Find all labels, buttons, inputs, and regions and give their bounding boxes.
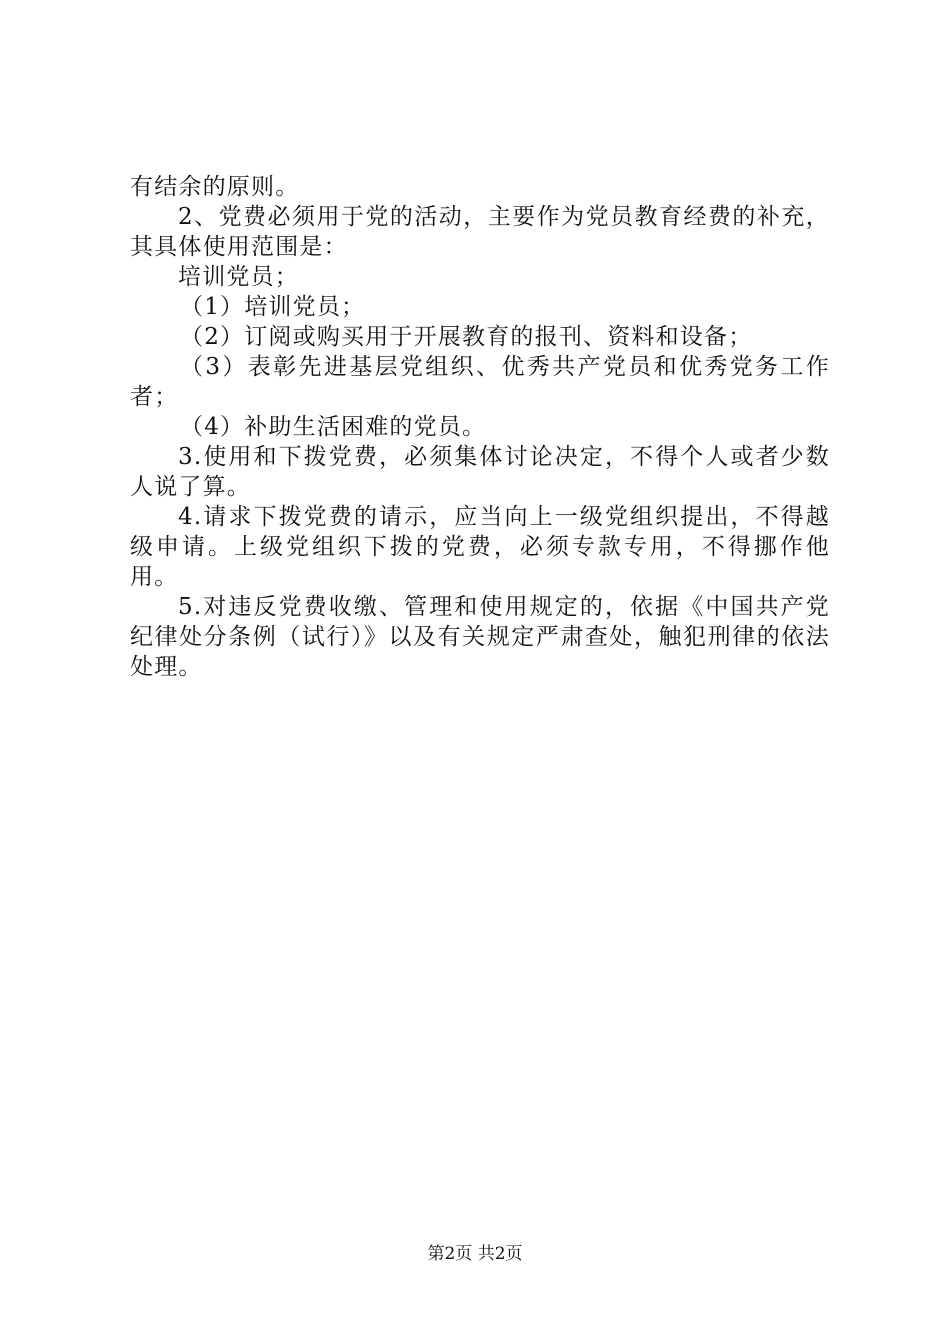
paragraph-item-5: 5.对违反党费收缴、管理和使用规定的，依据《中国共产党纪律处分条例（试行）》以及有关规定严肃查处，触犯刑律的依法处理。 — [130, 594, 830, 680]
paragraph-continuation: 有结余的原则。 — [130, 174, 300, 200]
page-footer — [0, 1243, 950, 1265]
paragraph-item-4: 4.请求下拨党费的请示，应当向上一级党组织提出，不得越级申请。上级党组织下拨的党费，必须专款专用，不得挪作他用。 — [130, 504, 830, 590]
document-body — [130, 172, 830, 682]
paragraph-training: 培训党员； — [178, 264, 299, 290]
list-item-3: （3）表彰先进基层党组织、优秀共产党员和优秀党务工作者； — [130, 354, 830, 410]
list-item-1: （1）培训党员； — [180, 294, 366, 320]
paragraph-item-3: 3.使用和下拨党费，必须集体讨论决定，不得个人或者少数人说了算。 — [130, 444, 830, 500]
page-number: 第2页 共2页 — [427, 1244, 523, 1264]
paragraph-item-2: 2、党费必须用于党的活动，主要作为党员教育经费的补充，其具体使用范围是： — [130, 204, 830, 260]
list-item-2: （2）订阅或购买用于开展教育的报刊、资料和设备； — [180, 324, 753, 350]
list-item-4: （4）补助生活困难的党员。 — [180, 414, 487, 440]
